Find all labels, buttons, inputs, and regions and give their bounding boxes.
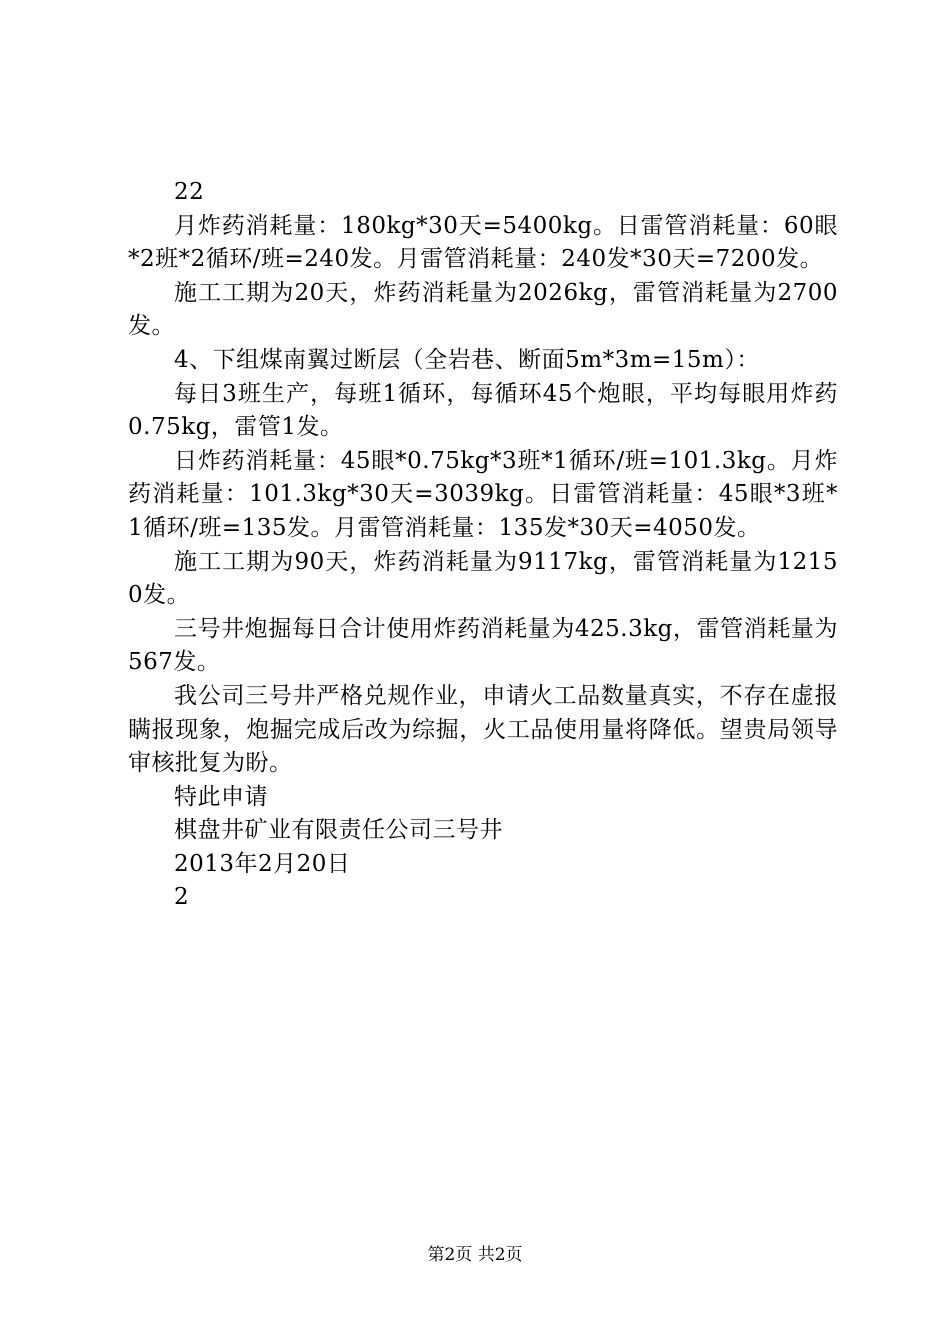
page-marker-top: 22 — [174, 179, 205, 205]
page-marker-bottom: 2 — [174, 884, 190, 911]
page-footer: 第2页 共2页 — [427, 1245, 523, 1265]
closing-line: 特此申请 — [174, 783, 268, 810]
signature-date: 2013年2月20日 — [174, 850, 351, 877]
section-4-heading: 4、下组煤南翼过断层（全岩巷、断面5m*3m=15m）： — [174, 346, 760, 373]
signature-company: 棋盘井矿业有限责任公司三号井 — [174, 817, 503, 844]
paragraph-period-20-days: 施工工期为20天，炸药消耗量为2026kg，雷管消耗量为2700发。 — [128, 279, 838, 340]
document-body — [128, 176, 838, 915]
paragraph-month-consumption: 月炸药消耗量：180kg*30天=5400kg。日雷管消耗量：60眼*2班*2循环/班=240发。月雷管消耗量：240发*30天=7200发。 — [128, 212, 838, 273]
paragraph-daily-total: 三号井炮掘每日合计使用炸药消耗量为425.3kg，雷管消耗量为567发。 — [128, 615, 838, 676]
paragraph-period-90-days: 施工工期为90天，炸药消耗量为9117kg，雷管消耗量为12150发。 — [128, 548, 838, 609]
paragraph-daily-production: 每日3班生产，每班1循环，每循环45个炮眼，平均每眼用炸药0.75kg，雷管1发。 — [128, 380, 838, 441]
paragraph-compliance-statement: 我公司三号井严格兑规作业，申请火工品数量真实，不存在虚报瞒报现象，炮掘完成后改为综掘，火工品使用量将降低。望贵局领导审核批复为盼。 — [128, 682, 838, 777]
paragraph-daily-consumption: 日炸药消耗量：45眼*0.75kg*3班*1循环/班=101.3kg。月炸药消耗量：101.3kg*30天=3039kg。日雷管消耗量：45眼*3班*1循环/班=135发。月雷管消耗量：135发*30天=4050发。 — [128, 447, 838, 541]
